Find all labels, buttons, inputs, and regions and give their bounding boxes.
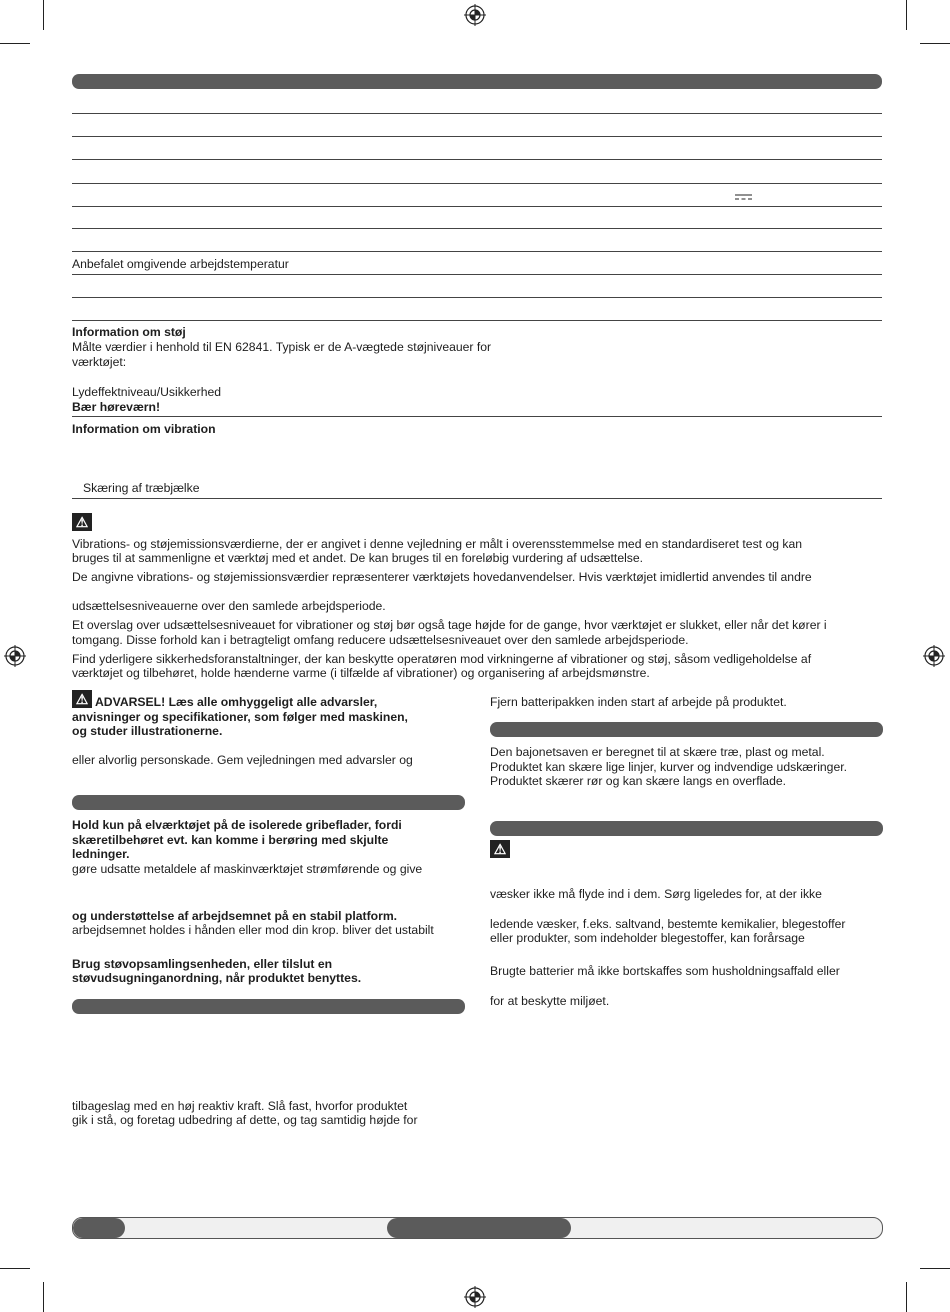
spec-table-rule [72, 251, 882, 252]
direct-current-symbol [735, 194, 752, 200]
section-header-bar [490, 821, 883, 836]
spec-table-rule [72, 274, 882, 275]
intended-use-text: Produktet skærer rør og kan skære langs en overflade. [490, 774, 787, 788]
crop-mark-top-left-h [0, 43, 30, 44]
emission-text: bruges til at sammenligne et værktøj med et andet. De kan bruges til en foreløbig vurdering af udsættelse. [72, 551, 644, 565]
spec-table-rule [72, 320, 882, 321]
registration-mark-icon [4, 645, 26, 667]
support-warning: og understøttelse af arbejdsemnet på en stabil platform. [72, 909, 398, 923]
wood-cut-label: Skæring af træbjælke [83, 481, 200, 495]
emission-text: Vibrations- og støjemissionsværdierne, der er angivet i denne vejledning er målt i overensstemmelse med en standardiseret test og kan [72, 537, 803, 551]
kickback-text: gik i stå, og foretag udbedring af dette, og tag samtidig højde for [72, 1113, 418, 1127]
page-number-tab [73, 1218, 125, 1238]
section-header-bar [72, 999, 465, 1014]
support-text: arbejdsemnet holdes i hånden eller mod din krop. bliver det ustabilt [72, 923, 434, 937]
crop-mark-bottom-left-v [43, 1282, 44, 1312]
warning-triangle-icon: ⚠ [72, 513, 92, 531]
spec-table-rule [72, 159, 882, 160]
hold-insulated-warning: Hold kun på elværktøjet på de isolerede gribeflader, fordi [72, 818, 402, 832]
noise-text: værktøjet: [72, 355, 127, 369]
battery-disposal-text: Brugte batterier må ikke bortskaffes som husholdningsaffald eller [490, 964, 840, 978]
warning-triangle-icon: ⚠ [72, 690, 92, 708]
kickback-text: tilbageslag med en høj reaktiv kraft. Slå fast, hvorfor produktet [72, 1099, 408, 1113]
emission-text: værktøjet og tilbehøret, holde hænderne varme (i tilfælde af vibrationer) og organisering af arbejdsmønstre. [72, 666, 650, 680]
battery-liquid-text: væsker ikke må flyde ind i dem. Sørg ligeledes for, at der ikke [490, 887, 822, 901]
hold-insulated-warning: skæretilbehøret evt. kan komme i berøring med skjulte [72, 833, 389, 847]
emission-text: De angivne vibrations- og støjemissionsværdier repræsenterer værktøjets hovedanvendelser. Hvis værktøjet imidlertid anvendes til andre [72, 570, 812, 584]
general-warning-text: eller alvorlig personskade. Gem vejledningen med advarsler og [72, 753, 413, 767]
battery-liquid-text: ledende væsker, f.eks. saltvand, bestemte kemikalier, blegestoffer [490, 917, 846, 931]
hold-insulated-text: gøre udsatte metaldele af maskinværktøjet strømførende og give [72, 862, 423, 876]
hold-insulated-warning: ledninger. [72, 847, 130, 861]
section-header-bar-specs [72, 74, 882, 89]
spec-table-rule [72, 183, 882, 184]
section-rule [72, 498, 882, 499]
section-header-bar [72, 795, 465, 810]
intended-use-text: Produktet kan skære lige linjer, kurver og indvendige udskæringer. [490, 760, 848, 774]
registration-mark-icon [464, 1286, 486, 1308]
page-footer-bar [72, 1217, 883, 1239]
spec-table-rule [72, 206, 882, 207]
section-rule [72, 416, 882, 417]
hearing-protection-note: Bær høreværn! [72, 400, 161, 414]
spec-table-rule [72, 113, 882, 114]
crop-mark-bottom-right-h [920, 1268, 950, 1269]
dust-warning: Brug støvopsamlingsenheden, eller tilslut en [72, 957, 333, 971]
crop-mark-top-right-v [906, 0, 907, 30]
noise-heading: Information om støj [72, 325, 186, 339]
remove-battery-note: Fjern batteripakken inden start af arbejde på produktet. [490, 695, 787, 709]
registration-mark-icon [464, 4, 486, 26]
registration-mark-icon [923, 645, 945, 667]
crop-mark-bottom-right-v [906, 1282, 907, 1312]
spec-table-rule [72, 136, 882, 137]
ambient-temp-label: Anbefalet omgivende arbejdstemperatur [72, 257, 289, 271]
sound-power-label: Lydeffektniveau/Usikkerhed [72, 385, 222, 399]
battery-liquid-text: eller produkter, som indeholder blegestoffer, kan forårsage [490, 931, 805, 945]
crop-mark-top-left-v [43, 0, 44, 30]
emission-text: udsættelsesniveauerne over den samlede arbejdsperiode. [72, 599, 386, 613]
general-warning: anvisninger og specifikationer, som følger med maskinen, [72, 710, 408, 724]
dust-warning: støvudsugninganordning, når produktet benyttes. [72, 971, 362, 985]
emission-text: Et overslag over udsættelsesniveauet for vibrationer og støj bør også tage højde for de gange, hvor værktøjet er slukket, eller når det kører i [72, 618, 827, 632]
section-header-bar [490, 722, 883, 737]
intended-use-text: Den bajonetsaven er beregnet til at skære træ, plast og metal. [490, 745, 825, 759]
spec-table-rule [72, 228, 882, 229]
noise-text: Målte værdier i henhold til EN 62841. Typisk er de A-vægtede støjniveauer for [72, 340, 492, 354]
battery-disposal-text: for at beskytte miljøet. [490, 994, 610, 1008]
warning-triangle-icon: ⚠ [490, 840, 510, 858]
general-warning: ADVARSEL! Læs alle omhyggeligt alle advarsler, [95, 695, 378, 709]
vibration-heading: Information om vibration [72, 422, 216, 436]
spec-table-rule [72, 297, 882, 298]
crop-mark-bottom-left-h [0, 1268, 30, 1269]
footer-title-tab [387, 1218, 571, 1238]
emission-text: tomgang. Disse forhold kan i betragteligt omfang reducere udsættelsesniveauet over den samlede arbejdsperiode. [72, 633, 689, 647]
general-warning: og studer illustrationerne. [72, 724, 223, 738]
crop-mark-top-right-h [920, 43, 950, 44]
emission-text: Find yderligere sikkerhedsforanstaltninger, der kan beskytte operatøren mod virkningerne af vibrationer og støj, såsom vedligeholdelse af [72, 652, 812, 666]
